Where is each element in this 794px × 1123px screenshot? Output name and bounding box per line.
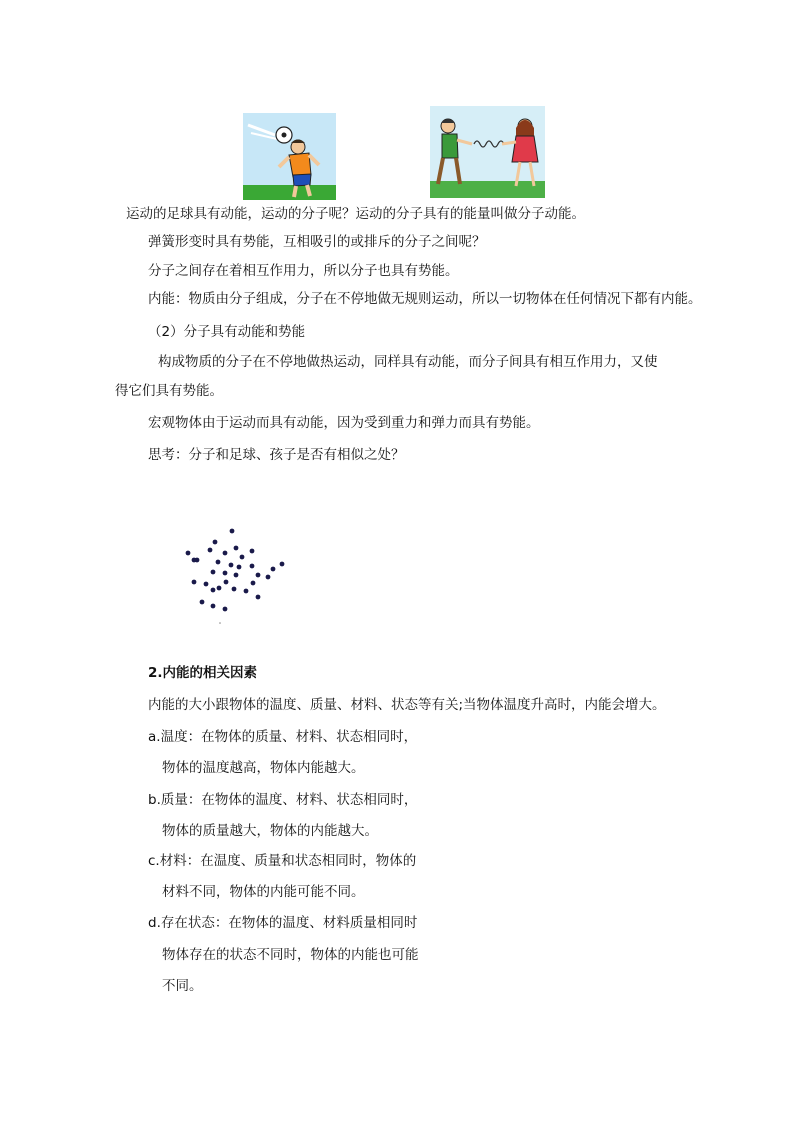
factor-mass-line1: b.质量：在物体的温度、材料、状态相同时， [148, 792, 418, 808]
paragraph-kinetic-energy: 运动的足球具有动能，运动的分子呢？运动的分子具有的能量叫做分子动能。 [126, 206, 585, 222]
subsection-heading: （2）分子具有动能和势能 [148, 324, 306, 340]
paragraph-molecular-motion-line1: 构成物质的分子在不停地做热运动，同样具有动能，而分子间具有相互作用力，又使 [158, 354, 658, 370]
paragraph-spring-potential: 弹簧形变时具有势能，互相吸引的或排斥的分子之间呢？ [148, 234, 486, 250]
paragraph-macroscopic: 宏观物体由于运动而具有动能，因为受到重力和弹力而具有势能。 [148, 415, 540, 431]
section-2-heading: 2.内能的相关因素 [148, 665, 258, 681]
football-player-illustration [243, 113, 336, 200]
factor-state-line1: d.存在状态：在物体的温度、材料质量相同时 [148, 915, 418, 931]
spring-stretching-illustration [430, 106, 545, 198]
factor-state-line2: 物体存在的状态不同时，物体的内能也可能 [162, 947, 419, 963]
paragraph-think-question: 思考：分子和足球、孩子是否有相似之处？ [148, 447, 405, 463]
factor-material-line1: c.材料：在温度、质量和状态相同时，物体的 [148, 853, 417, 869]
factor-temperature-line2: 物体的温度越高，物体内能越大。 [162, 760, 365, 776]
section-2-intro: 内能的大小跟物体的温度、质量、材料、状态等有关;当物体温度升高时，内能会增大。 [148, 697, 666, 713]
factor-state-line3: 不同。 [162, 978, 203, 994]
molecules-dot-diagram [180, 522, 290, 627]
paragraph-internal-energy-definition: 内能：物质由分子组成，分子在不停地做无规则运动，所以一切物体在任何情况下都有内能。 [148, 291, 702, 307]
factor-temperature-line1: a.温度：在物体的质量、材料、状态相同时， [148, 729, 418, 745]
factor-mass-line2: 物体的质量越大，物体的内能越大。 [162, 823, 378, 839]
paragraph-molecular-motion-line2: 得它们具有势能。 [115, 383, 223, 399]
paragraph-molecular-force: 分子之间存在着相互作用力，所以分子也具有势能。 [148, 263, 459, 279]
factor-material-line2: 材料不同，物体的内能可能不同。 [162, 884, 365, 900]
